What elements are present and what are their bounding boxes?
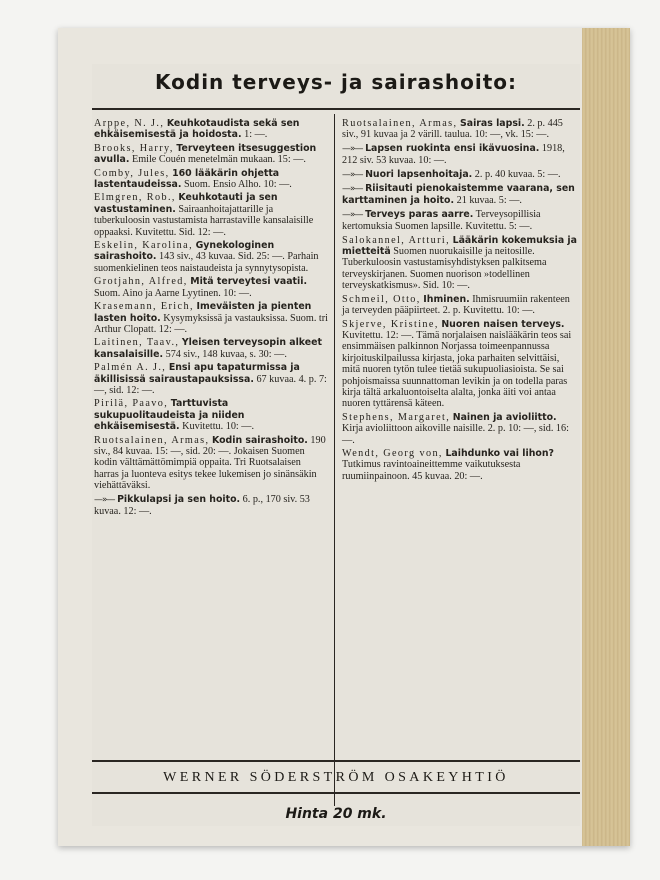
- entry-title: Nuori lapsenhoitaja.: [365, 168, 473, 180]
- entry-author: Ruotsalainen, Armas,: [94, 434, 210, 446]
- entry-details: Terveysopillisia kertomuksia Suomen lapsille. Kuvitettu. 5: —.: [342, 208, 541, 233]
- bottom-rule: [92, 760, 580, 762]
- entry-title: Terveys paras aarre.: [365, 208, 474, 220]
- entry-title: Gynekologinen sairashoito.: [94, 240, 275, 263]
- ditto-mark: —»—: [342, 143, 363, 154]
- catalog-entry: [342, 143, 578, 167]
- catalog-entry: [342, 183, 578, 207]
- entry-author: Pirilä, Paavo,: [94, 398, 169, 410]
- ditto-mark: —»—: [342, 209, 363, 220]
- left-column: [94, 118, 328, 519]
- entry-details: Suom. Ensio Alho. 10: —.: [184, 179, 292, 191]
- entry-author: Stephens, Margaret,: [342, 411, 451, 423]
- ditto-mark: —»—: [342, 184, 363, 195]
- entry-details: 1: —.: [244, 129, 268, 141]
- entry-details: 1918, 212 siv. 53 kuvaa. 10: —.: [342, 142, 565, 167]
- entry-author: Krasemann, Erich,: [94, 301, 194, 313]
- entry-title: Ensi apu tapaturmissa ja äkillisissä sairaustapauksissa.: [94, 362, 300, 385]
- catalog-entry: [94, 192, 328, 238]
- top-rule: [92, 108, 580, 110]
- entry-title: Pikkulapsi ja sen hoito.: [117, 493, 241, 505]
- entry-title: Kodin sairashoito.: [211, 434, 308, 446]
- entry-title: Ihminen.: [423, 293, 470, 305]
- entry-author: Palmén A. J.,: [94, 362, 167, 374]
- ditto-mark: —»—: [94, 494, 115, 505]
- catalog-entry: [94, 494, 328, 518]
- catalog-entry: [342, 319, 578, 410]
- entry-title: Lapsen ruokinta ensi ikävuosina.: [365, 142, 540, 154]
- entry-author: Ruotsalainen, Armas,: [342, 118, 458, 129]
- catalog-entry: [342, 235, 578, 292]
- entry-details: Suom. Aino ja Aarne Lyytinen. 10: —.: [94, 287, 252, 299]
- cloth-spine-strip: [582, 28, 630, 846]
- entry-title: Imeväisten ja pienten lasten hoito.: [94, 301, 312, 324]
- catalog-entry: [94, 301, 328, 335]
- entry-details: Kuvitettu. 12: —. Tämä norjalaisen naislääkärin teos sai ensimmäisen palkinnon Norjassa toimeenpannussa kirjoituskilpailussa kirjasta, joka parhaiten selvittäisi, mitä nuoren tytön tulee tietää sukupuoliasioista. Se sai pohjoismaissa suunnattoman levikin ja on todella paras kirja tältä arkaluontoiselta alalta, jonka äiti voi antaa nuoren tyttärensä käteen.: [342, 329, 572, 410]
- catalog-entry: [342, 294, 578, 317]
- entry-title: Tarttuvista sukupuolitaudeista ja niiden ehkäisemisestä.: [94, 398, 245, 433]
- entry-author: Skjerve, Kristine,: [342, 318, 439, 330]
- entry-title: Mitä terveytesi vaatii.: [190, 276, 308, 288]
- entry-details: 67 kuvaa. 4. p. 7: —, sid. 12: —.: [94, 373, 327, 396]
- catalog-entry: [94, 118, 328, 141]
- entry-author: Elmgren, Rob.,: [94, 192, 176, 204]
- entry-title: Terveyteen itsesuggestion avulla.: [94, 142, 317, 166]
- entry-title: Sairas lapsi.: [459, 118, 525, 129]
- entry-title: Nainen ja avioliitto.: [452, 411, 557, 423]
- entry-details: Emile Couén menetelmän mukaan. 15: —.: [131, 154, 306, 166]
- catalog-entry: [342, 448, 578, 482]
- publisher-name: WERNER SÖDERSTRÖM OSAKEYHTIÖ: [163, 770, 509, 785]
- entry-author: Arppe, N. J.,: [94, 118, 165, 129]
- entry-details: 2. p. 40 kuvaa. 5: —.: [474, 168, 561, 180]
- catalog-entry: [94, 362, 328, 396]
- entry-details: Kirja avioliittoon aikoville naisille. 2. p. 10: —, sid. 16: —.: [342, 423, 569, 446]
- catalog-entry: [94, 435, 328, 492]
- entry-details: 2. p. 445 siv., 91 kuvaa ja 2 värill. taulua. 10: —, vk. 15: —.: [342, 118, 563, 141]
- entry-details: Suomen nuorukaisille ja neitosille. Tuberkuloosin vastustamisyhdistyksen palkitsema terveyskirjanen. Suomen nuorison »todellinen terveyskatkismus». Sid. 10: —.: [342, 246, 547, 292]
- entry-title: Laihdunko vai lihon?: [445, 447, 554, 459]
- entry-author: Salokannel, Artturi,: [342, 234, 451, 246]
- catalog-entry: [342, 169, 578, 181]
- entry-author: Eskelin, Karolina,: [94, 240, 194, 252]
- entry-details: Kysymyksissä ja vastauksissa. Suom. tri Arthur Clopatt. 12: —.: [94, 312, 328, 335]
- entry-details: 574 siv., 148 kuvaa, s. 30: —.: [165, 348, 287, 360]
- entry-author: Wendt, Georg von,: [342, 447, 443, 459]
- entry-details: 21 kuvaa. 5: —.: [456, 195, 522, 207]
- entry-title: 160 lääkärin ohjetta lastentaudeissa.: [94, 167, 280, 191]
- entry-details: 143 siv., 43 kuvaa. Sid. 25: —. Parhain suomenkielinen teos naistaudeista ja synnytysopista.: [94, 251, 319, 274]
- entry-details: Ihmisruumiin rakenteen ja terveyden pääpiirteet. 2. p. Kuvitettu. 10: —.: [342, 293, 570, 317]
- entry-author: Laitinen, Taav.,: [94, 337, 180, 349]
- book-back-cover: [58, 28, 630, 846]
- catalog-entry: [94, 398, 328, 432]
- ditto-mark: —»—: [342, 169, 363, 180]
- catalog-entry: [342, 209, 578, 233]
- entry-author: Schmeil, Otto,: [342, 293, 421, 305]
- entry-title: Lääkärin kokemuksia ja mietteitä: [342, 234, 577, 258]
- right-column: [342, 118, 578, 484]
- entry-details: Sairaanhoitajattarille ja tuberkuloosin vastustamista harrastaville kansalaisille oppaaksi. Kuvitettu. Sid. 12: —.: [94, 203, 314, 238]
- catalog-entry: [94, 143, 328, 166]
- entry-author: Comby, Jules,: [94, 167, 170, 179]
- entry-details: Tutkimus ravintoaineittemme vaikutuksesta ruumiinpainoon. 45 kuvaa. 20: —.: [342, 459, 521, 482]
- entry-author: Grotjahn, Alfred,: [94, 276, 188, 288]
- catalog-entry: [94, 337, 328, 360]
- catalog-entry: [94, 276, 328, 299]
- entry-title: Keuhkotaudista sekä sen ehkäisemisestä ja hoidosta.: [94, 118, 300, 141]
- entry-details: 6. p., 170 siv. 53 kuvaa. 12: —.: [94, 493, 310, 517]
- publisher-rule: [92, 792, 580, 794]
- entry-details: 190 siv., 84 kuvaa. 15: —, sid. 20: —. Jokaisen Suomen kodin välttämättömimpiä oppaita. Tri Ruotsalaisen harras ja luonteva esitys tekee lukemisen jo sinänsäkin viehättäväksi.: [94, 434, 326, 492]
- price-label: Hinta 20 mk.: [285, 806, 387, 822]
- entry-title: Riisitauti pienokaistemme vaarana, sen karttaminen ja hoito.: [342, 183, 575, 207]
- catalog-entry: [94, 240, 328, 274]
- entry-title: Yleisen terveysopin alkeet kansalaisille.: [94, 337, 322, 360]
- catalog-entry: [94, 168, 328, 191]
- entry-title: Keuhkotauti ja sen vastustaminen.: [94, 192, 278, 215]
- entry-details: Kuvitettu. 10: —.: [182, 421, 255, 433]
- catalog-entry: [342, 118, 578, 141]
- catalog-entry: [342, 412, 578, 446]
- cover-panel: [92, 64, 580, 826]
- page-title: Kodin terveys- ja sairashoito:: [154, 70, 518, 94]
- entry-author: Brooks, Harry,: [94, 142, 174, 154]
- column-divider: [334, 114, 335, 806]
- entry-title: Nuoren naisen terveys.: [441, 318, 565, 330]
